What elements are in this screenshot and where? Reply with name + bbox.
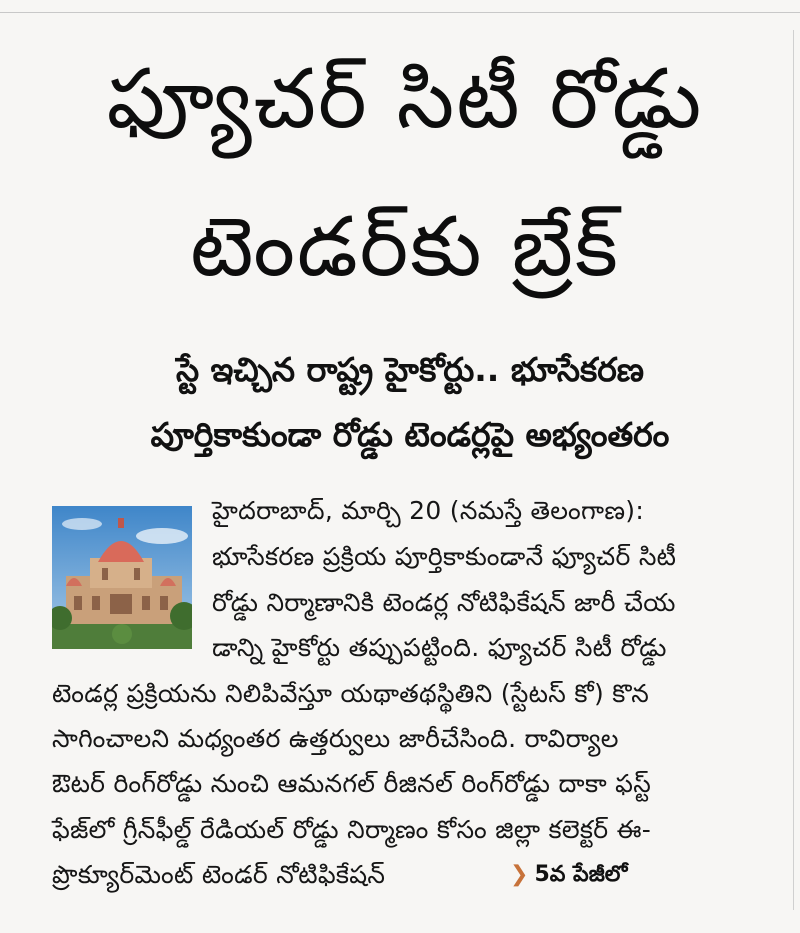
headline-line-1: ఫ్యూచర్ సిటీ రోడ్డు: [106, 52, 704, 147]
chevron-right-icon: ❯: [510, 862, 529, 887]
headline-line-2: టెండర్‌కు బ్రేక్: [190, 200, 620, 295]
page-top-border: [0, 0, 800, 13]
column-rule: [793, 30, 794, 910]
article-body-line: భూసేకరణ ప్రక్రియ పూర్తికాకుండానే ఫ్యూచర్ సిటీ: [212, 542, 677, 571]
article-body-line: హైదరాబాద్, మార్చి 20 (నమస్తే తెలంగాణ):: [212, 496, 645, 525]
article-body-line: డాన్ని హైకోర్టు తప్పుపట్టింది. ఫ్యూచర్ సిటీ రోడ్డు: [212, 633, 667, 662]
subheadline-line-2: పూర్తికాకుండా రోడ్డు టెండర్లపై అభ్యంతరం: [150, 415, 670, 454]
article-body-line: రోడ్డు నిర్మాణానికి టెండర్ల నోటిఫికేషన్ జారీ చేయ: [212, 588, 676, 617]
article-body-line: టెండర్ల ప్రక్రియను నిలిపివేస్తూ యథాతథస్థితిని (స్టేటస్ కో) కొన: [52, 679, 650, 708]
article-body-line: సాగించాలని మధ్యంతర ఉత్తర్వులు జారీచేసింది. రావిర్యాల: [52, 724, 619, 753]
article-body-line: ప్రొక్యూర్‌మెంట్ టెండర్ నోటిఫికేషన్: [52, 860, 386, 889]
subheadline-line-1: స్టే ఇచ్చిన రాష్ట్ర హైకోర్టు.. భూసేకరణ: [175, 350, 645, 389]
continued-on-page-link[interactable]: [510, 858, 627, 892]
article-body-line: ఔటర్ రింగ్‌రోడ్డు నుంచి ఆమనగల్ రీజినల్ రింగ్‌రోడ్డు దాకా ఫస్ట్: [52, 769, 652, 798]
high-court-building-photo: [52, 506, 192, 649]
article-body-line: ఫేజ్‌లో గ్రీన్‌ఫీల్డ్ రేడియల్ రోడ్డు నిర్మాణం కోసం జిల్లా కలెక్టర్ ఈ-: [52, 815, 652, 844]
continued-on-page-label: 5వ పేజీలో: [534, 862, 628, 887]
